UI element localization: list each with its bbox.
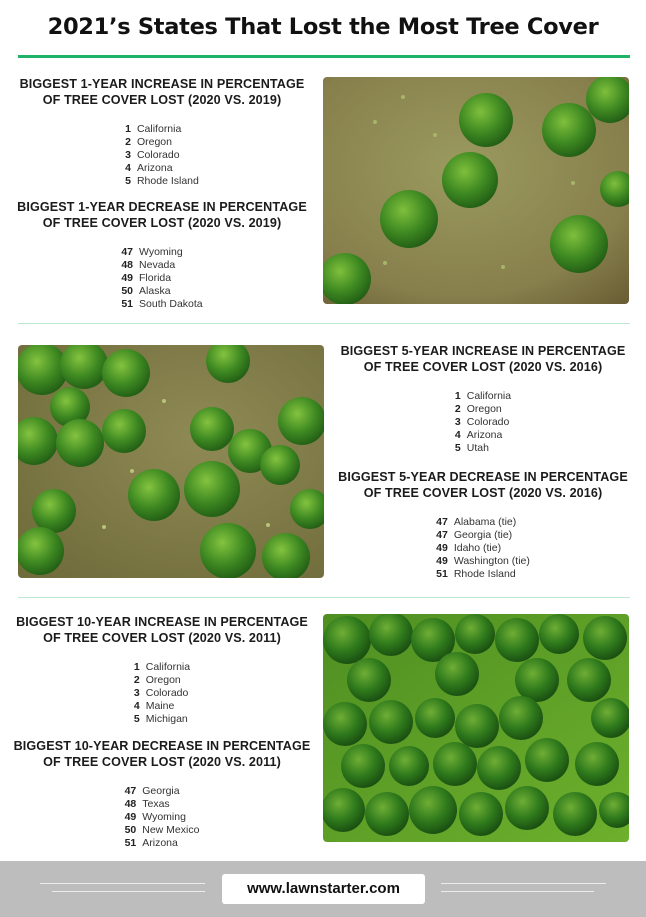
tree-canopy-photo-3	[323, 614, 629, 842]
list-item: 47 Wyoming	[121, 246, 183, 258]
list-item: 5 Michigan	[133, 713, 188, 725]
section-heading: BIGGEST 10-YEAR DECREASE IN PERCENTAGE OF TREE COVER LOST (2020 VS. 2011)	[13, 739, 311, 769]
list-item: 2 Oregon	[454, 403, 502, 415]
list-item: 3 Colorado	[454, 416, 510, 428]
list-item: 48 Texas	[124, 798, 170, 810]
tree-canopy-illustration	[323, 77, 629, 304]
section-heading: BIGGEST 5-YEAR DECREASE IN PERCENTAGE OF TREE COVER LOST (2020 VS. 2016)	[338, 470, 628, 500]
ranking-list	[134, 661, 190, 726]
list-item: 51 Rhode Island	[436, 568, 516, 580]
footer	[0, 861, 646, 917]
list-item: 2 Oregon	[133, 674, 181, 686]
section-heading: BIGGEST 1-YEAR INCREASE IN PERCENTAGE OF TREE COVER LOST (2020 VS. 2019)	[19, 77, 305, 107]
list-item: 49 Wyoming	[124, 811, 186, 823]
list-item: 4 Arizona	[454, 429, 503, 441]
section-1-year-increase	[12, 76, 312, 188]
list-item: 49 Florida	[121, 272, 172, 284]
list-item: 2 Oregon	[125, 136, 172, 148]
list-item: 47 Alabama (tie)	[436, 516, 517, 528]
title-underline	[18, 55, 630, 58]
list-item: 48 Nevada	[121, 259, 176, 271]
list-item: 47 Georgia	[124, 785, 180, 797]
list-item: 50 Alaska	[121, 285, 171, 297]
list-item: 51 South Dakota	[121, 298, 203, 310]
ranking-list	[125, 123, 199, 188]
website-link[interactable]: www.lawnstarter.com	[222, 874, 425, 904]
list-item: 1 California	[454, 390, 512, 402]
ranking-list	[121, 246, 202, 311]
section-1-year-decrease	[12, 199, 312, 311]
footer-decor-line	[40, 883, 205, 884]
footer-decor-line	[441, 891, 594, 892]
list-item: 1 California	[133, 661, 191, 673]
list-item: 4 Maine	[133, 700, 175, 712]
list-item: 47 Georgia (tie)	[436, 529, 513, 541]
list-item: 3 Colorado	[125, 149, 180, 161]
tree-canopy-photo-1	[323, 77, 629, 304]
tree-canopy-illustration	[18, 345, 324, 578]
section-10-year-decrease	[12, 738, 312, 850]
list-item: 4 Arizona	[125, 162, 173, 174]
list-item: 51 Arizona	[124, 837, 178, 849]
section-5-year-increase	[333, 343, 633, 455]
section-heading: BIGGEST 1-YEAR DECREASE IN PERCENTAGE OF TREE COVER LOST (2020 VS. 2019)	[17, 200, 307, 230]
list-item: 49 Idaho (tie)	[436, 542, 502, 554]
section-divider	[18, 323, 630, 324]
list-item: 50 New Mexico	[124, 824, 200, 836]
section-heading: BIGGEST 5-YEAR INCREASE IN PERCENTAGE OF TREE COVER LOST (2020 VS. 2016)	[340, 344, 626, 374]
section-divider	[18, 597, 630, 598]
footer-decor-line	[52, 891, 205, 892]
list-item: 5 Utah	[454, 442, 489, 454]
footer-decor-line	[441, 883, 606, 884]
section-10-year-increase	[12, 614, 312, 726]
section-heading: BIGGEST 10-YEAR INCREASE IN PERCENTAGE OF TREE COVER LOST (2020 VS. 2011)	[16, 615, 308, 645]
ranking-list	[436, 516, 530, 581]
list-item: 49 Washington (tie)	[436, 555, 530, 567]
ranking-list	[125, 785, 200, 850]
list-item: 1 California	[125, 123, 182, 135]
page-title: 2021’s States That Lost the Most Tree Cover	[47, 14, 599, 40]
tree-canopy-illustration	[323, 614, 629, 842]
ranking-list	[455, 390, 511, 455]
list-item: 5 Rhode Island	[125, 175, 199, 187]
section-5-year-decrease	[333, 469, 633, 581]
tree-canopy-photo-2	[18, 345, 324, 578]
list-item: 3 Colorado	[133, 687, 189, 699]
